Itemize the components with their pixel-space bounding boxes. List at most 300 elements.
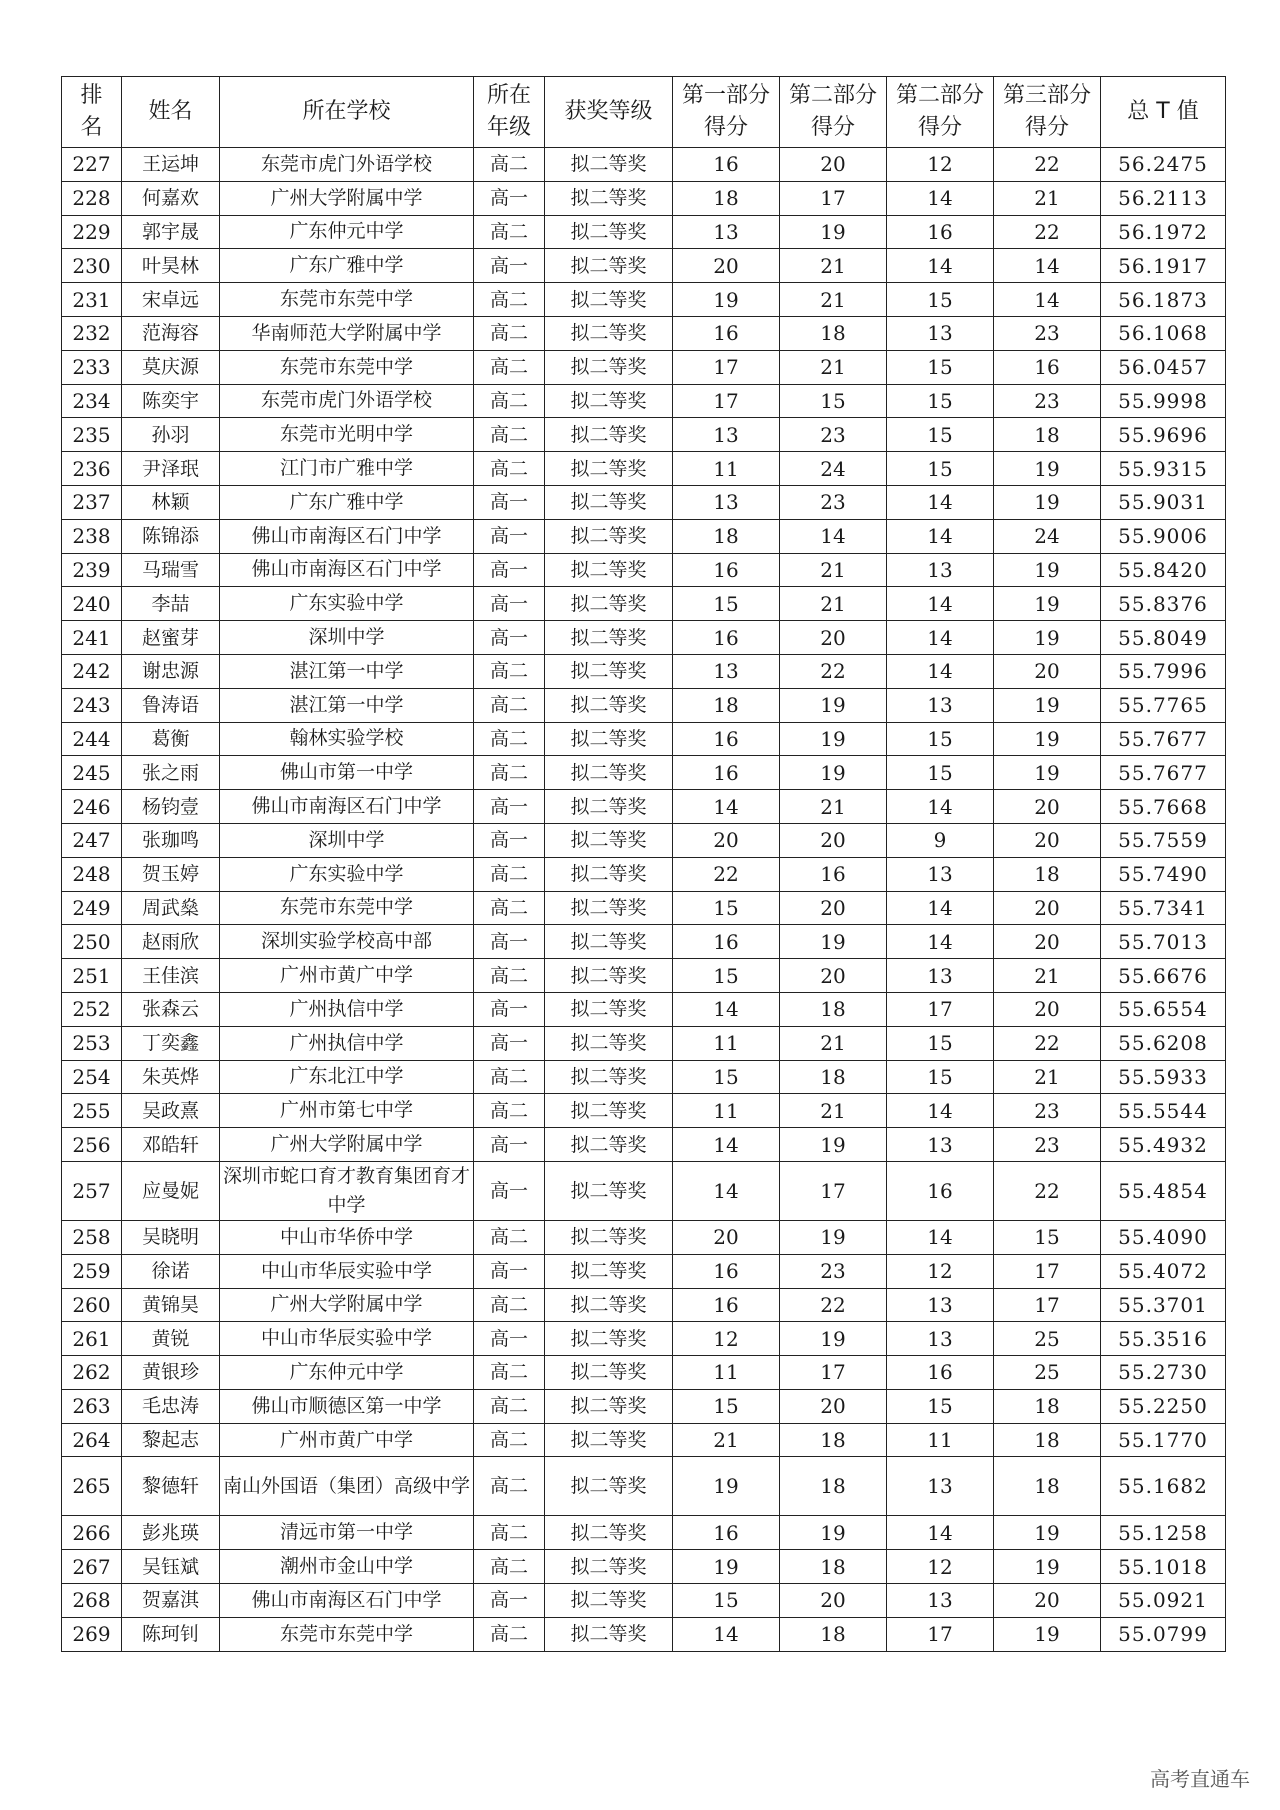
cell-name: 张森云 [122,992,220,1026]
cell-part1: 11 [673,452,780,486]
cell-school: 江门市广雅中学 [220,452,474,486]
cell-part2b: 16 [887,215,994,249]
cell-rank: 260 [62,1288,122,1322]
cell-grade: 高二 [474,215,545,249]
cell-part2a: 19 [780,756,887,790]
table-row [62,722,1226,756]
table-row [62,621,1226,655]
cell-total: 55.7996 [1101,654,1226,688]
cell-school: 中山市华侨中学 [220,1220,474,1254]
cell-part2b: 14 [887,181,994,215]
cell-name: 何嘉欢 [122,181,220,215]
cell-name: 杨钧壹 [122,790,220,824]
cell-part2b: 15 [887,1026,994,1060]
table-row [62,1254,1226,1288]
cell-part3: 18 [994,857,1101,891]
cell-rank: 256 [62,1128,122,1162]
cell-part2b: 14 [887,891,994,925]
table-row [62,1026,1226,1060]
cell-rank: 249 [62,891,122,925]
cell-part2a: 23 [780,1254,887,1288]
cell-part2a: 17 [780,181,887,215]
cell-part3: 25 [994,1356,1101,1390]
cell-part2b: 14 [887,249,994,283]
cell-rank: 269 [62,1617,122,1651]
cell-part2b: 14 [887,519,994,553]
cell-rank: 234 [62,384,122,418]
cell-rank: 244 [62,722,122,756]
watermark: 高考直通车 [1150,1767,1250,1791]
cell-part3: 23 [994,1128,1101,1162]
cell-award: 拟二等奖 [545,790,673,824]
table-row [62,215,1226,249]
cell-rank: 257 [62,1161,122,1220]
cell-part1: 14 [673,1617,780,1651]
cell-rank: 258 [62,1220,122,1254]
cell-grade: 高二 [474,1550,545,1584]
cell-total: 55.9998 [1101,384,1226,418]
cell-total: 55.1770 [1101,1423,1226,1457]
cell-school: 佛山市南海区石门中学 [220,553,474,587]
cell-rank: 259 [62,1254,122,1288]
cell-part2b: 16 [887,1356,994,1390]
cell-grade: 高二 [474,1617,545,1651]
cell-name: 尹泽珉 [122,452,220,486]
cell-grade: 高一 [474,823,545,857]
cell-award: 拟二等奖 [545,587,673,621]
header-total: 总 T 值 [1101,77,1226,148]
cell-part2a: 18 [780,1423,887,1457]
cell-part1: 20 [673,823,780,857]
cell-award: 拟二等奖 [545,215,673,249]
cell-award: 拟二等奖 [545,722,673,756]
cell-award: 拟二等奖 [545,1128,673,1162]
cell-award: 拟二等奖 [545,621,673,655]
cell-part2a: 20 [780,1584,887,1618]
cell-rank: 230 [62,249,122,283]
cell-total: 55.7341 [1101,891,1226,925]
cell-part1: 18 [673,688,780,722]
cell-grade: 高二 [474,1288,545,1322]
table-row [62,1322,1226,1356]
cell-grade: 高二 [474,654,545,688]
cell-part3: 14 [994,283,1101,317]
cell-award: 拟二等奖 [545,519,673,553]
cell-total: 55.8420 [1101,553,1226,587]
cell-award: 拟二等奖 [545,1457,673,1516]
cell-part2a: 21 [780,553,887,587]
cell-part1: 13 [673,485,780,519]
cell-part1: 16 [673,925,780,959]
cell-school: 南山外国语（集团）高级中学 [220,1457,474,1516]
cell-part3: 23 [994,316,1101,350]
cell-grade: 高二 [474,350,545,384]
cell-part2a: 19 [780,1322,887,1356]
table-row [62,519,1226,553]
cell-part2b: 14 [887,621,994,655]
cell-rank: 238 [62,519,122,553]
cell-part2b: 13 [887,959,994,993]
cell-part1: 15 [673,891,780,925]
cell-school: 佛山市南海区石门中学 [220,790,474,824]
cell-total: 56.2113 [1101,181,1226,215]
cell-part3: 20 [994,992,1101,1026]
table-row [62,1161,1226,1220]
cell-award: 拟二等奖 [545,925,673,959]
cell-part2a: 21 [780,283,887,317]
cell-part1: 15 [673,1389,780,1423]
cell-name: 黎起志 [122,1423,220,1457]
cell-part3: 20 [994,823,1101,857]
cell-name: 赵雨欣 [122,925,220,959]
header-grade: 所在年级 [474,77,545,148]
cell-part2b: 15 [887,1389,994,1423]
cell-award: 拟二等奖 [545,959,673,993]
cell-part1: 11 [673,1094,780,1128]
cell-part3: 19 [994,1516,1101,1550]
cell-total: 55.7677 [1101,722,1226,756]
cell-part2b: 12 [887,1254,994,1288]
cell-grade: 高二 [474,1423,545,1457]
cell-grade: 高二 [474,857,545,891]
cell-part2b: 13 [887,316,994,350]
header-part3: 第三部分得分 [994,77,1101,148]
table-row [62,418,1226,452]
cell-school: 湛江第一中学 [220,654,474,688]
cell-part2b: 13 [887,1457,994,1516]
table-row [62,1389,1226,1423]
cell-rank: 242 [62,654,122,688]
cell-part1: 14 [673,1128,780,1162]
table-row [62,553,1226,587]
cell-total: 55.1258 [1101,1516,1226,1550]
cell-part2a: 20 [780,148,887,182]
cell-part2b: 11 [887,1423,994,1457]
table-row [62,925,1226,959]
cell-total: 55.7668 [1101,790,1226,824]
cell-total: 56.0457 [1101,350,1226,384]
cell-school: 佛山市顺德区第一中学 [220,1389,474,1423]
cell-rank: 253 [62,1026,122,1060]
table-row [62,688,1226,722]
cell-award: 拟二等奖 [545,1220,673,1254]
cell-part2b: 14 [887,1094,994,1128]
cell-part2a: 24 [780,452,887,486]
cell-total: 55.5544 [1101,1094,1226,1128]
cell-total: 55.8376 [1101,587,1226,621]
cell-part2a: 18 [780,1060,887,1094]
cell-part2b: 13 [887,688,994,722]
cell-award: 拟二等奖 [545,1094,673,1128]
cell-name: 孙羽 [122,418,220,452]
cell-part3: 22 [994,1026,1101,1060]
cell-total: 56.1917 [1101,249,1226,283]
cell-part2a: 23 [780,418,887,452]
cell-part3: 19 [994,756,1101,790]
cell-rank: 268 [62,1584,122,1618]
cell-part2a: 19 [780,925,887,959]
cell-total: 55.4932 [1101,1128,1226,1162]
cell-total: 56.1972 [1101,215,1226,249]
cell-total: 55.9006 [1101,519,1226,553]
cell-total: 55.3701 [1101,1288,1226,1322]
table-row [62,1288,1226,1322]
cell-part3: 15 [994,1220,1101,1254]
cell-name: 郭宇晟 [122,215,220,249]
cell-rank: 243 [62,688,122,722]
cell-part1: 15 [673,587,780,621]
cell-part2a: 19 [780,1516,887,1550]
cell-award: 拟二等奖 [545,1423,673,1457]
cell-award: 拟二等奖 [545,1288,673,1322]
cell-part1: 16 [673,1288,780,1322]
cell-school: 深圳实验学校高中部 [220,925,474,959]
cell-rank: 267 [62,1550,122,1584]
cell-part1: 13 [673,418,780,452]
cell-total: 55.2730 [1101,1356,1226,1390]
cell-award: 拟二等奖 [545,688,673,722]
cell-school: 广州大学附属中学 [220,181,474,215]
cell-part2b: 9 [887,823,994,857]
header-part2a: 第二部分得分 [780,77,887,148]
cell-school: 东莞市东莞中学 [220,350,474,384]
cell-part2a: 19 [780,1128,887,1162]
cell-part2b: 15 [887,452,994,486]
cell-school: 东莞市东莞中学 [220,283,474,317]
cell-part2b: 15 [887,722,994,756]
cell-grade: 高一 [474,1026,545,1060]
cell-award: 拟二等奖 [545,857,673,891]
cell-part2a: 15 [780,384,887,418]
cell-part3: 19 [994,1617,1101,1651]
cell-part2b: 14 [887,1516,994,1550]
cell-part1: 18 [673,519,780,553]
cell-grade: 高二 [474,688,545,722]
cell-rank: 266 [62,1516,122,1550]
cell-part2a: 21 [780,1026,887,1060]
cell-part2b: 15 [887,1060,994,1094]
cell-part2a: 21 [780,587,887,621]
cell-part2b: 15 [887,283,994,317]
cell-grade: 高二 [474,384,545,418]
cell-award: 拟二等奖 [545,1584,673,1618]
cell-part3: 18 [994,1389,1101,1423]
cell-award: 拟二等奖 [545,384,673,418]
cell-part2b: 17 [887,1617,994,1651]
cell-award: 拟二等奖 [545,1322,673,1356]
cell-part2b: 15 [887,384,994,418]
cell-total: 55.7677 [1101,756,1226,790]
table-row [62,1094,1226,1128]
cell-rank: 250 [62,925,122,959]
cell-award: 拟二等奖 [545,1026,673,1060]
cell-rank: 235 [62,418,122,452]
cell-grade: 高一 [474,519,545,553]
cell-name: 陈奕宇 [122,384,220,418]
cell-name: 丁奕鑫 [122,1026,220,1060]
cell-part2b: 13 [887,553,994,587]
cell-rank: 236 [62,452,122,486]
cell-part1: 16 [673,756,780,790]
cell-part3: 19 [994,587,1101,621]
header-school: 所在学校 [220,77,474,148]
cell-name: 李喆 [122,587,220,621]
cell-name: 黄银珍 [122,1356,220,1390]
cell-rank: 251 [62,959,122,993]
cell-part2b: 13 [887,857,994,891]
cell-total: 55.9031 [1101,485,1226,519]
cell-rank: 246 [62,790,122,824]
cell-school: 广东实验中学 [220,587,474,621]
cell-part1: 16 [673,621,780,655]
cell-part2b: 14 [887,925,994,959]
cell-part1: 16 [673,553,780,587]
table-row [62,1457,1226,1516]
table-row [62,1356,1226,1390]
cell-grade: 高二 [474,1457,545,1516]
cell-part1: 20 [673,249,780,283]
cell-part3: 23 [994,384,1101,418]
cell-part1: 18 [673,181,780,215]
cell-grade: 高二 [474,148,545,182]
cell-grade: 高一 [474,925,545,959]
cell-total: 55.3516 [1101,1322,1226,1356]
cell-grade: 高一 [474,587,545,621]
cell-part2a: 21 [780,249,887,283]
cell-total: 55.0921 [1101,1584,1226,1618]
cell-grade: 高二 [474,722,545,756]
cell-name: 彭兆瑛 [122,1516,220,1550]
cell-rank: 265 [62,1457,122,1516]
table-row [62,316,1226,350]
cell-part2a: 18 [780,992,887,1026]
header-part1: 第一部分得分 [673,77,780,148]
cell-rank: 227 [62,148,122,182]
cell-grade: 高一 [474,992,545,1026]
cell-award: 拟二等奖 [545,823,673,857]
cell-part3: 20 [994,891,1101,925]
cell-name: 吴政熹 [122,1094,220,1128]
cell-part2b: 14 [887,1220,994,1254]
cell-part3: 19 [994,621,1101,655]
cell-rank: 229 [62,215,122,249]
cell-name: 陈锦添 [122,519,220,553]
cell-part2b: 14 [887,485,994,519]
cell-total: 55.2250 [1101,1389,1226,1423]
cell-part2a: 21 [780,790,887,824]
table-row [62,1516,1226,1550]
cell-school: 广东实验中学 [220,857,474,891]
cell-grade: 高二 [474,1220,545,1254]
cell-award: 拟二等奖 [545,249,673,283]
cell-school: 广州执信中学 [220,992,474,1026]
cell-school: 中山市华辰实验中学 [220,1322,474,1356]
header-name: 姓名 [122,77,220,148]
cell-award: 拟二等奖 [545,1516,673,1550]
cell-total: 56.2475 [1101,148,1226,182]
table-row [62,1617,1226,1651]
cell-part1: 15 [673,959,780,993]
cell-total: 55.9315 [1101,452,1226,486]
cell-part1: 15 [673,1060,780,1094]
cell-school: 深圳市蛇口育才教育集团育才中学 [220,1161,474,1220]
cell-school: 东莞市东莞中学 [220,891,474,925]
cell-school: 清远市第一中学 [220,1516,474,1550]
cell-part2a: 19 [780,215,887,249]
cell-part1: 13 [673,654,780,688]
cell-rank: 231 [62,283,122,317]
cell-rank: 248 [62,857,122,891]
cell-rank: 228 [62,181,122,215]
cell-part3: 20 [994,654,1101,688]
cell-part1: 14 [673,1161,780,1220]
cell-grade: 高一 [474,249,545,283]
table-row [62,992,1226,1026]
cell-part3: 19 [994,485,1101,519]
cell-school: 广州大学附属中学 [220,1128,474,1162]
cell-part2a: 21 [780,1094,887,1128]
table-row [62,1220,1226,1254]
cell-part3: 21 [994,181,1101,215]
cell-total: 55.4072 [1101,1254,1226,1288]
cell-part3: 20 [994,925,1101,959]
cell-part1: 12 [673,1322,780,1356]
cell-school: 广东仲元中学 [220,215,474,249]
cell-school: 湛江第一中学 [220,688,474,722]
table-row [62,959,1226,993]
cell-part3: 21 [994,959,1101,993]
cell-name: 黎德轩 [122,1457,220,1516]
cell-part2b: 13 [887,1322,994,1356]
cell-award: 拟二等奖 [545,1161,673,1220]
cell-part1: 20 [673,1220,780,1254]
cell-award: 拟二等奖 [545,654,673,688]
cell-total: 55.0799 [1101,1617,1226,1651]
cell-name: 林颖 [122,485,220,519]
cell-school: 东莞市光明中学 [220,418,474,452]
cell-award: 拟二等奖 [545,1550,673,1584]
table-body [62,148,1226,1652]
cell-part3: 23 [994,1094,1101,1128]
cell-part3: 22 [994,1161,1101,1220]
cell-part3: 18 [994,418,1101,452]
cell-school: 广州执信中学 [220,1026,474,1060]
cell-grade: 高二 [474,959,545,993]
cell-grade: 高一 [474,485,545,519]
cell-part1: 19 [673,1457,780,1516]
cell-award: 拟二等奖 [545,1617,673,1651]
cell-award: 拟二等奖 [545,992,673,1026]
cell-award: 拟二等奖 [545,553,673,587]
cell-part2a: 20 [780,891,887,925]
cell-total: 55.4090 [1101,1220,1226,1254]
cell-school: 广州市第七中学 [220,1094,474,1128]
cell-grade: 高二 [474,891,545,925]
cell-total: 55.6676 [1101,959,1226,993]
cell-total: 55.1018 [1101,1550,1226,1584]
cell-total: 55.1682 [1101,1457,1226,1516]
cell-part3: 19 [994,553,1101,587]
cell-grade: 高二 [474,1389,545,1423]
cell-part2b: 16 [887,1161,994,1220]
cell-total: 55.8049 [1101,621,1226,655]
cell-award: 拟二等奖 [545,1356,673,1390]
cell-grade: 高二 [474,283,545,317]
cell-rank: 254 [62,1060,122,1094]
cell-rank: 232 [62,316,122,350]
cell-part1: 17 [673,384,780,418]
cell-rank: 241 [62,621,122,655]
